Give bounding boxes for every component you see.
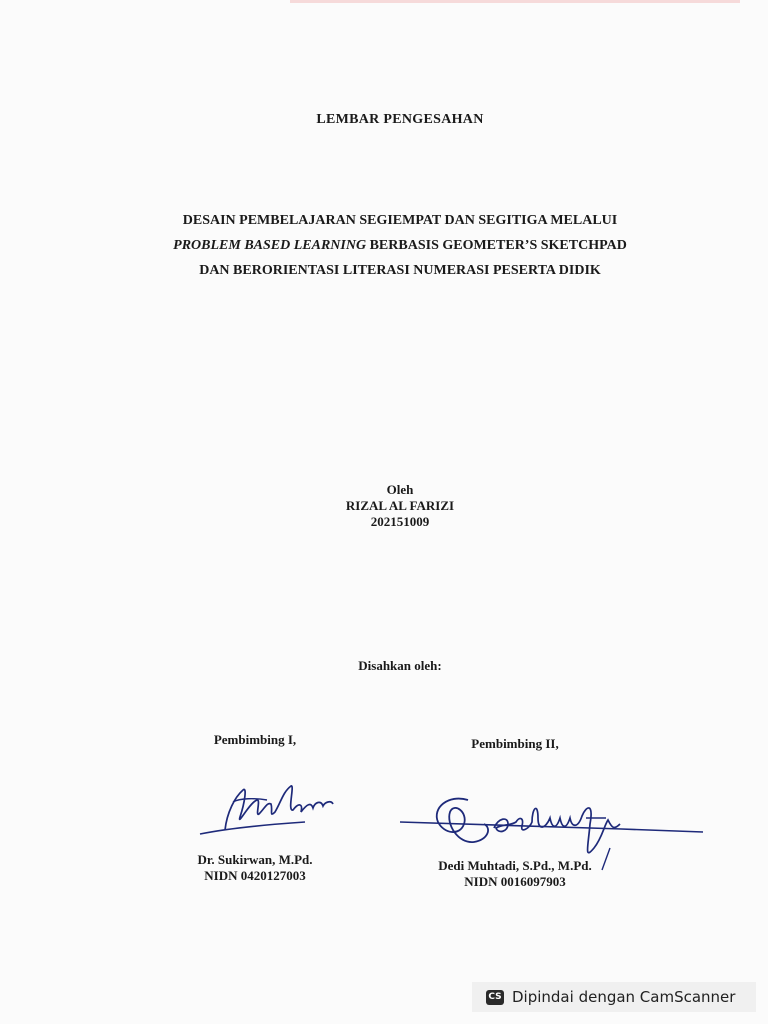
supervisor-2-name-block	[400, 858, 630, 890]
camscanner-watermark	[472, 982, 756, 1012]
supervisor-2-nidn: NIDN 0016097903	[464, 874, 566, 889]
camscanner-text: Dipindai dengan CamScanner	[512, 988, 736, 1006]
supervisor-2-name: Dedi Muhtadi, S.Pd., M.Pd.	[438, 858, 592, 873]
author-block	[0, 482, 768, 530]
author-id: 202151009	[370, 514, 430, 529]
thesis-title-line-1: DESAIN PEMBELAJARAN SEGIEMPAT DAN SEGITIGA MELALUI	[182, 213, 618, 228]
thesis-title-line-2	[0, 233, 768, 258]
author-by-label: Oleh	[386, 482, 414, 497]
author-name: RIZAL AL FARIZI	[345, 498, 455, 513]
supervisor-2-role: Pembimbing II,	[471, 736, 559, 751]
approved-by-label: Disahkan oleh:	[358, 658, 442, 673]
camscanner-logo-icon: CS	[486, 990, 504, 1005]
supervisor-1-block	[160, 732, 350, 892]
supervisor-1-role: Pembimbing I,	[213, 732, 297, 747]
page-title: LEMBAR PENGESAHAN	[316, 112, 484, 127]
thesis-title	[0, 208, 768, 283]
thesis-title-line-2-rest: BERBASIS GEOMETER’S SKETCHPAD	[366, 238, 627, 253]
supervisor-1-name: Dr. Sukirwan, M.Pd.	[197, 852, 313, 867]
thesis-title-italic: PROBLEM BASED LEARNING	[173, 238, 367, 253]
supervisor-2-block	[400, 736, 630, 896]
scan-edge-strip	[290, 0, 740, 3]
supervisor-1-signature	[195, 772, 345, 842]
supervisor-1-nidn: NIDN 0420127003	[204, 868, 306, 883]
supervisor-1-name-block	[160, 852, 350, 884]
thesis-title-line-3: DAN BERORIENTASI LITERASI NUMERASI PESERTA DIDIK	[199, 263, 601, 278]
